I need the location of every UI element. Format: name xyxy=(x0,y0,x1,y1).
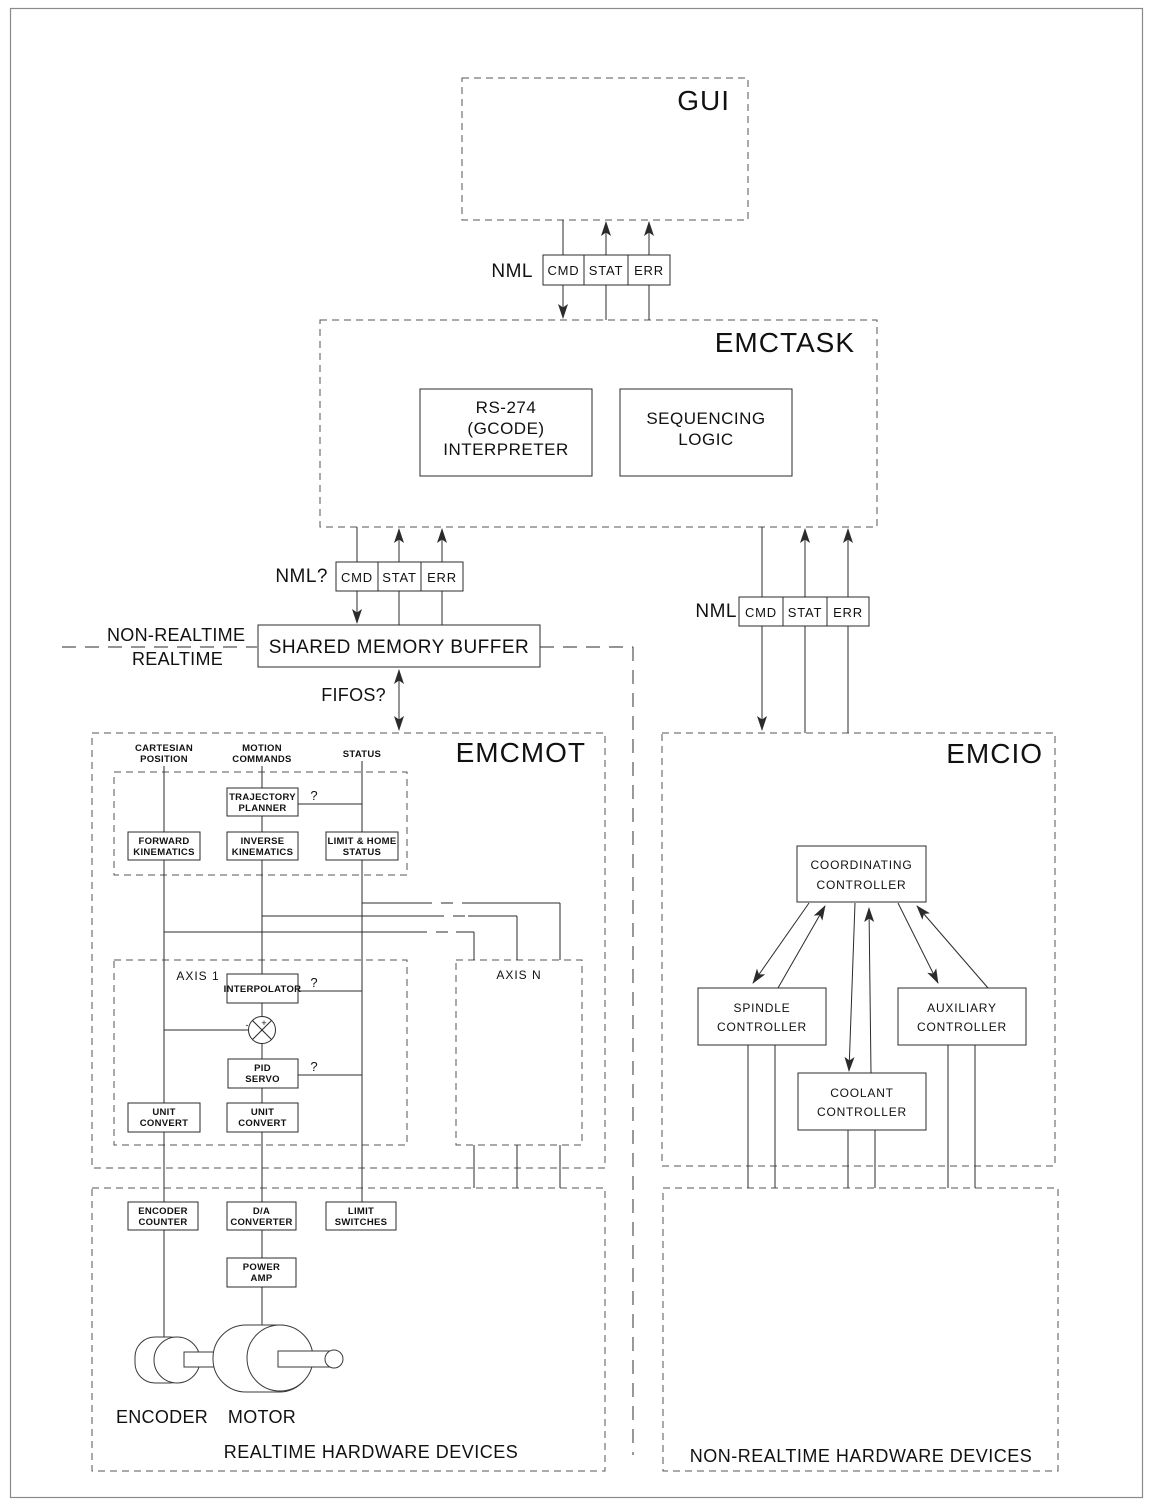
interpreter-line-3: INTERPRETER xyxy=(443,440,569,459)
summing-plus-sign: + xyxy=(261,1018,267,1028)
cc-to-coolant-arrow xyxy=(849,903,855,1071)
nml-mot-label: NML? xyxy=(275,566,328,587)
cartesian-col-line-2: POSITION xyxy=(140,754,188,765)
realtime-hw-title: REALTIME HARDWARE DEVICES xyxy=(223,1442,519,1462)
spindle-controller-box xyxy=(698,988,826,1045)
axisn-box xyxy=(456,960,582,1145)
gui-stat-text: STAT xyxy=(588,263,624,278)
power-amp-line-1: POWER xyxy=(242,1262,281,1273)
pid-line-2: SERVO xyxy=(245,1074,280,1085)
inverse-kinematics-line-2: KINEMATICS xyxy=(231,847,294,858)
power-amp-line-2: AMP xyxy=(250,1273,273,1284)
io-cmd-text: CMD xyxy=(744,605,778,620)
mot-cmd-text: CMD xyxy=(340,570,374,585)
axis1-label: AXIS 1 xyxy=(176,969,220,983)
status-col-label: STATUS xyxy=(342,749,382,760)
nml-gui-label: NML xyxy=(491,261,533,282)
unit-convert-left-line-1: UNIT xyxy=(152,1107,176,1118)
nonrealtime-hw-box xyxy=(663,1188,1058,1471)
mot-stat-text: STAT xyxy=(382,570,417,585)
encoder-counter-line-1: ENCODER xyxy=(138,1206,188,1217)
unit-convert-right-line-2: CONVERT xyxy=(238,1118,287,1129)
encoder-label: ENCODER xyxy=(115,1407,209,1427)
emcio-title: EMCIO xyxy=(946,738,1043,769)
divider-realtime-label: REALTIME xyxy=(132,649,224,669)
encoder-counter-line-2: COUNTER xyxy=(138,1217,188,1228)
shared-memory-label: SHARED MEMORY BUFFER xyxy=(268,637,530,658)
coolant-line-1: COOLANT xyxy=(830,1086,894,1100)
aux-to-cc-arrow xyxy=(917,906,988,988)
interpreter-line-1: RS-274 xyxy=(475,398,537,417)
coordinating-line-1: COORDINATING xyxy=(810,858,913,872)
pid-question-mark: ? xyxy=(310,1059,318,1074)
gui-cmd-text: CMD xyxy=(547,263,580,278)
spindle-line-1: SPINDLE xyxy=(733,1001,791,1015)
auxiliary-line-2: CONTROLLER xyxy=(916,1020,1008,1034)
unit-convert-left-line-2: CONVERT xyxy=(139,1118,189,1129)
da-converter-line-2: CONVERTER xyxy=(230,1217,293,1228)
auxiliary-line-1: AUXILIARY xyxy=(927,1001,997,1015)
cc-to-spindle-arrow xyxy=(753,903,809,983)
io-stat-text: STAT xyxy=(787,605,823,620)
coolant-line-2: CONTROLLER xyxy=(816,1105,908,1119)
da-converter-line-1: D/A xyxy=(252,1206,271,1217)
cartesian-col-line-1: CARTESIAN xyxy=(134,743,194,754)
io-err-text: ERR xyxy=(833,605,863,620)
encoder-shaft-shape xyxy=(184,1352,216,1367)
fifos-label: FIFOS? xyxy=(321,685,386,705)
motion-col-line-2: COMMANDS xyxy=(232,754,292,765)
trajectory-line-1: TRAJECTORY xyxy=(229,792,296,803)
nml-io-label: NML xyxy=(695,601,737,622)
emcmot-title: EMCMOT xyxy=(455,737,586,768)
limit-home-line-1: LIMIT & HOME xyxy=(327,836,397,847)
sequencing-line-2: LOGIC xyxy=(678,430,734,449)
summing-minus-sign: - xyxy=(245,1020,249,1030)
trajectory-line-2: PLANNER xyxy=(238,803,287,814)
cc-to-aux-arrow xyxy=(898,903,938,983)
motor-label: MOTOR xyxy=(227,1407,297,1427)
forward-kinematics-line-1: FORWARD xyxy=(138,836,190,847)
trajectory-question-mark: ? xyxy=(310,788,318,803)
coolant-controller-box xyxy=(798,1073,926,1130)
axisn-label: AXIS N xyxy=(496,968,542,982)
limit-switches-line-2: SWITCHES xyxy=(334,1217,388,1228)
motion-col-line-1: MOTION xyxy=(242,743,282,754)
motor-shaft-end-shape xyxy=(325,1350,343,1368)
nonrealtime-hw-title: NON-REALTIME HARDWARE DEVICES xyxy=(689,1446,1033,1466)
coolant-to-cc-arrow xyxy=(869,908,871,1073)
spindle-line-2: CONTROLLER xyxy=(716,1020,808,1034)
interpolator-question-mark: ? xyxy=(310,975,318,990)
spindle-to-cc-arrow xyxy=(778,906,825,988)
mot-err-text: ERR xyxy=(427,570,457,585)
limit-home-line-2: STATUS xyxy=(342,847,382,858)
limit-switches-line-1: LIMIT xyxy=(347,1206,375,1217)
coordinating-line-2: CONTROLLER xyxy=(816,878,907,892)
divider-nonrealtime-label: NON-REALTIME xyxy=(107,625,246,645)
interpolator-label: INTERPOLATOR xyxy=(223,984,302,995)
auxiliary-controller-box xyxy=(898,988,1026,1045)
forward-kinematics-line-2: KINEMATICS xyxy=(133,847,195,858)
pid-line-1: PID xyxy=(254,1063,271,1074)
interpreter-line-2: (GCODE) xyxy=(467,419,545,438)
coordinating-controller-box xyxy=(797,846,926,902)
inverse-kinematics-line-1: INVERSE xyxy=(240,836,285,847)
unit-convert-right-line-1: UNIT xyxy=(250,1107,275,1118)
gui-err-text: ERR xyxy=(634,263,664,278)
gui-title: GUI xyxy=(677,85,730,116)
sequencing-line-1: SEQUENCING xyxy=(646,409,766,428)
emctask-title: EMCTASK xyxy=(714,327,855,358)
